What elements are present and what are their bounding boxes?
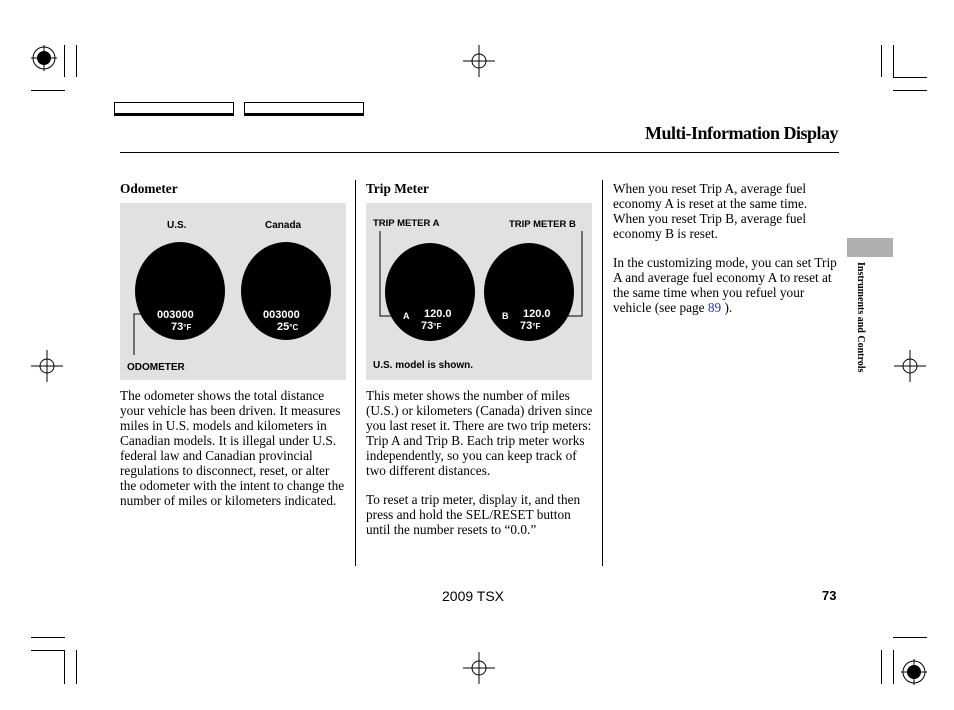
reset-notes: When you reset Trip A, average fuel economy A is reset at the same time. When you reset Trip B, average fuel economy B is reset. In the customizing mode, you can set Trip A and average fuel economy A to reset at the same time when you refuel your vehicle (see page 89 ). (613, 181, 837, 315)
trip-meter-a-value: 120.0 (424, 308, 452, 320)
trip-meter-b-letter: B (502, 311, 509, 321)
trip-meter-description: This meter shows the number of miles (U.S.) or kilometers (Canada) driven since you last reset it. There are two trip meters: Trip A and Trip B. Each trip meter works independently, so you can keep track of two different distances. To reset a trip meter, display it, and then press and hold the SEL/RESET button until the number resets to “0.0.” (366, 388, 593, 537)
trip-meter-figure (366, 203, 592, 380)
footer-model: 2009 TSX (442, 588, 505, 604)
odometer-callout-line (120, 203, 346, 380)
section-tab (847, 238, 893, 257)
crosshair-icon (463, 652, 495, 684)
column-divider (355, 180, 356, 566)
section-tab-label: Instruments and Controls (855, 262, 866, 373)
odometer-description: The odometer shows the total distance your vehicle has been driven. It measures miles in U.S. models and kilometers in Canadian models. It is illegal under U.S. federal law and Canadian provincial regulations to disconnect, reset, or alter the odometer with the intent to change the number of miles or kilometers indicated. (120, 388, 345, 508)
odometer-figure (120, 203, 346, 380)
page-link[interactable]: 89 (707, 300, 722, 315)
header-tab-box (114, 102, 234, 116)
registration-target-icon (31, 45, 57, 71)
odometer-value-canada: 003000 (263, 309, 300, 321)
odometer-callout-label: ODOMETER (127, 362, 185, 373)
trip-meter-caption: U.S. model is shown. (373, 360, 474, 371)
odometer-label-canada: Canada (265, 220, 302, 231)
trip-meter-b-temp: 73°F (520, 320, 541, 332)
header-tab-box (244, 102, 364, 116)
crosshair-icon (894, 350, 926, 382)
page-title: Multi-Information Display (644, 123, 838, 143)
trip-meter-heading: Trip Meter (366, 181, 429, 196)
trip-meter-a-letter: A (403, 311, 410, 321)
trip-meter-b-label: TRIP METER B (509, 219, 576, 230)
odometer-heading: Odometer (120, 181, 178, 196)
page-number: 73 (822, 588, 837, 603)
odometer-value-us: 003000 (157, 309, 194, 321)
crosshair-icon (31, 350, 63, 382)
odometer-label-us: U.S. (167, 220, 187, 231)
crosshair-icon (463, 45, 495, 77)
odometer-temp-us: 73°F (171, 321, 192, 333)
odometer-temp-canada: 25°C (277, 321, 299, 333)
trip-meter-callout-lines (366, 203, 592, 380)
registration-target-icon (901, 659, 927, 685)
trip-meter-a-label: TRIP METER A (373, 218, 440, 229)
trip-meter-a-temp: 73°F (421, 320, 442, 332)
header-rule (120, 152, 839, 153)
column-divider (602, 180, 603, 566)
trip-meter-b-value: 120.0 (523, 308, 551, 320)
